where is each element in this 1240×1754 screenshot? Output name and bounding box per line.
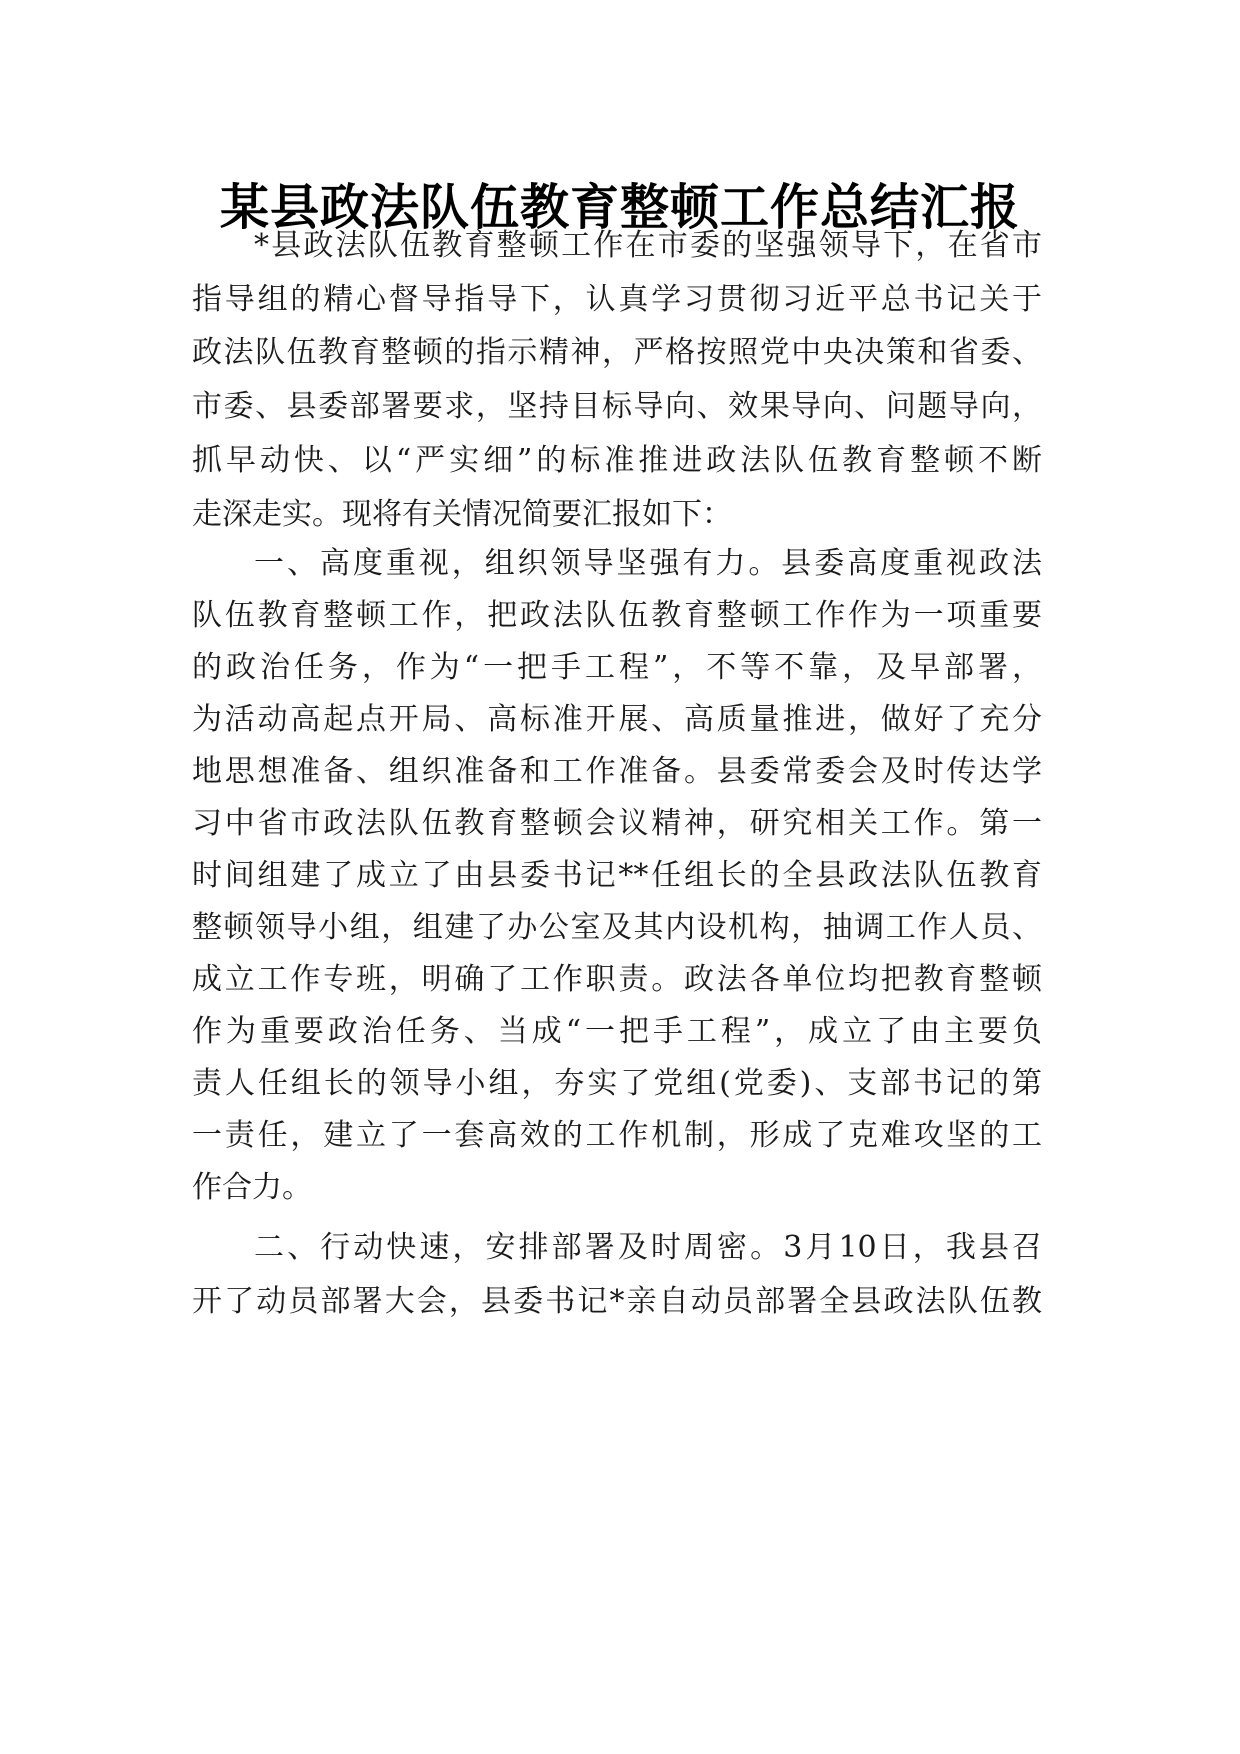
text-line: 开了动员部署大会，县委书记*亲自动员部署全县政法队伍教 <box>192 1284 1042 1319</box>
text-line: 走深走实。现将有关情况简要汇报如下： <box>192 497 732 532</box>
text-line: *县政法队伍教育整顿工作在市委的坚强领导下，在省市 <box>254 228 1042 263</box>
text-line: 整顿领导小组，组建了办公室及其内设机构，抽调工作人员、 <box>192 910 1042 945</box>
text-line: 时间组建了成立了由县委书记**任组长的全县政法队伍教育 <box>192 858 1042 893</box>
text-line: 队伍教育整顿工作，把政法队伍教育整顿工作作为一项重要 <box>192 598 1042 633</box>
text-line: 习中省市政法队伍教育整顿会议精神，研究相关工作。第一 <box>192 806 1042 841</box>
text-line: 成立工作专班，明确了工作职责。政法各单位均把教育整顿 <box>192 962 1042 997</box>
text-line: 市委、县委部署要求，坚持目标导向、效果导向、问题导向， <box>192 389 1042 424</box>
text-line: 作为重要政治任务、当成“一把手工程”，成立了由主要负 <box>192 1014 1042 1049</box>
text-line: 政法队伍教育整顿的指示精神，严格按照党中央决策和省委、 <box>192 335 1042 370</box>
text-line: 责人任组长的领导小组，夯实了党组(党委)、支部书记的第 <box>192 1066 1042 1101</box>
text-line: 为活动高起点开局、高标准开展、高质量推进，做好了充分 <box>192 702 1042 737</box>
text-line: 抓早动快、以“严实细”的标准推进政法队伍教育整顿不断 <box>192 443 1042 478</box>
text-line: 二、行动快速，安排部署及时周密。3月10日，我县召 <box>254 1230 1042 1265</box>
text-line: 指导组的精心督导指导下，认真学习贯彻习近平总书记关于 <box>192 282 1042 317</box>
text-line: 的政治任务，作为“一把手工程”，不等不靠，及早部署， <box>192 650 1042 685</box>
document-title: 某县政法队伍教育整顿工作总结汇报 <box>219 179 1020 236</box>
text-line: 一责任，建立了一套高效的工作机制，形成了克难攻坚的工 <box>192 1118 1042 1153</box>
text-line: 一、高度重视，组织领导坚强有力。县委高度重视政法 <box>254 546 1042 581</box>
text-line: 地思想准备、组织准备和工作准备。县委常委会及时传达学 <box>192 754 1042 789</box>
text-line: 作合力。 <box>192 1170 312 1205</box>
